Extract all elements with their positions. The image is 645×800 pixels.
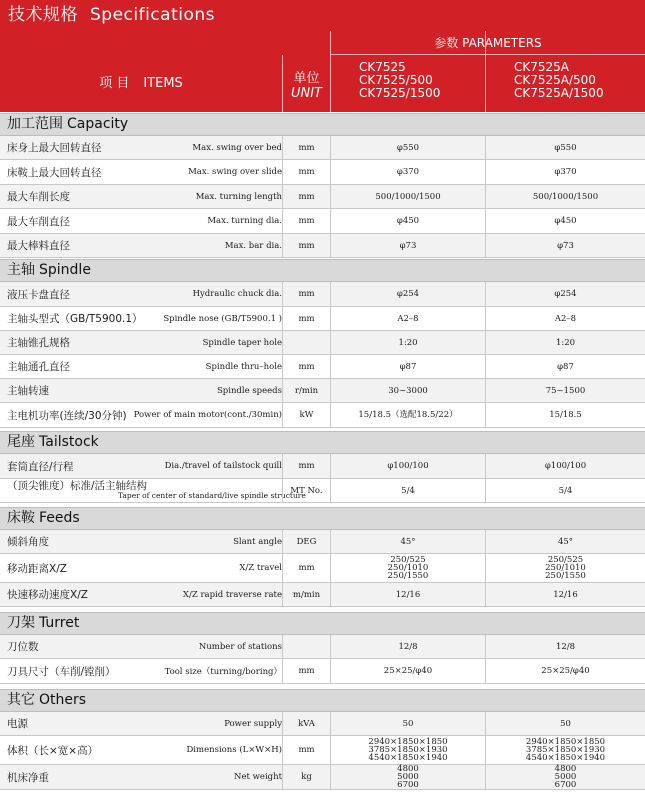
table-row — [0, 554, 645, 583]
item-name-en: X/Z travel — [239, 563, 282, 573]
model-name: CK7525A/500 — [514, 73, 596, 87]
cell-line: 250/1010 — [387, 563, 429, 573]
cell-line: φ450 — [396, 216, 420, 226]
cell-line: 5/4 — [558, 485, 573, 496]
unit-cell: mm — [282, 136, 330, 159]
cell-line: 15/18.5 — [549, 410, 582, 420]
cell-line: φ73 — [399, 240, 417, 251]
cell-line: 25×25/φ40 — [383, 666, 433, 676]
cell-line: 5/4 — [401, 485, 415, 496]
cell-line: 3785×1850×1930 — [368, 745, 448, 755]
unit-cell: mm — [282, 355, 330, 378]
table-row — [0, 530, 645, 554]
model-name: CK7525/500 — [359, 73, 433, 87]
table-row — [0, 765, 645, 790]
table-row — [0, 185, 645, 209]
cell-line: 4540×1850×1940 — [368, 753, 448, 763]
cell-line: φ87 — [399, 361, 417, 372]
value-cell-a — [330, 479, 485, 502]
cell-line: 12/8 — [555, 641, 576, 652]
value-cell-b — [485, 185, 645, 208]
table-row — [0, 712, 645, 736]
cell-line: 4800 — [397, 764, 419, 774]
value-cell-a — [330, 530, 485, 553]
section-header — [0, 259, 645, 282]
item-name-en: Max. swing over slide — [188, 167, 282, 177]
value-cell-b — [485, 379, 645, 402]
unit-header-en: UNIT — [290, 86, 322, 101]
item-name-cn: 快速移动速度X/Z — [7, 589, 88, 601]
item-name-cn: 最大车削长度 — [7, 191, 70, 203]
section-title-en: Feeds — [39, 510, 80, 526]
table-row — [0, 234, 645, 258]
item-name-en: X/Z rapid traverse rate — [182, 589, 282, 600]
cell-line: 50 — [560, 718, 571, 729]
section-title-cn: 其它 — [7, 692, 35, 708]
table-row — [0, 583, 645, 607]
cell-line: 25×25/φ40 — [541, 666, 590, 676]
unit-cell: mm — [282, 234, 330, 257]
unit-header-cn: 单位 — [293, 71, 320, 86]
value-cell-a — [330, 355, 485, 378]
item-name-cn: 套筒直径/行程 — [7, 460, 74, 473]
item-name-en: Net weight — [234, 772, 282, 782]
item-name-cn: 机床净重 — [7, 771, 49, 784]
item-name-cn: 主轴转速 — [7, 385, 49, 397]
unit-cell: DEG — [282, 530, 330, 553]
item-name-en: Max. turning length — [195, 191, 282, 202]
table-row — [0, 282, 645, 307]
value-cell-b — [485, 583, 645, 606]
cell-line: 3785×1850×1930 — [525, 745, 606, 755]
table-row — [0, 736, 645, 765]
value-cell-a — [330, 454, 485, 478]
title-en: Specifications — [90, 5, 216, 25]
cell-line: φ100/100 — [544, 461, 587, 471]
section-title-en: Spindle — [39, 262, 91, 278]
unit-cell: mm — [282, 307, 330, 330]
unit-cell: mm — [282, 185, 330, 208]
cell-line: 12/16 — [553, 589, 578, 600]
table-row — [0, 209, 645, 234]
model-column-b — [485, 31, 645, 112]
value-cell-a — [330, 282, 485, 306]
value-cell-a — [330, 209, 485, 233]
cell-line: 250/1010 — [545, 563, 586, 573]
model-name: CK7525A — [514, 60, 569, 74]
item-name-cn: （顶尖锥度）标准/活主轴结构 — [7, 480, 148, 492]
cell-line: 500/1000/1500 — [532, 191, 599, 202]
cell-line: φ100/100 — [387, 461, 429, 471]
cell-line: 6700 — [554, 780, 577, 790]
parameters-header: 参数 PARAMETERS — [330, 31, 645, 55]
item-name-en: Hydraulic chuck dia. — [192, 289, 282, 299]
value-cell-a — [330, 765, 485, 789]
section-title-cn: 床鞍 — [7, 510, 35, 526]
item-name-cn: 体积（长×宽×高） — [7, 744, 99, 757]
value-cell-a — [330, 160, 485, 184]
value-cell-a — [330, 379, 485, 402]
section-title-cn: 刀架 — [7, 615, 35, 631]
value-cell-a — [330, 659, 485, 683]
item-name-en: Spindle taper hole — [202, 337, 282, 348]
value-cell-b — [485, 454, 645, 478]
value-cell-a — [330, 583, 485, 606]
item-name-cn: 主轴头型式（GB/T5900.1） — [7, 313, 143, 325]
cell-line: 2940×1850×1850 — [368, 737, 448, 747]
table-row — [0, 307, 645, 331]
item-name-en: Spindle nose (GB/T5900.1 ) — [163, 313, 282, 324]
table-row — [0, 355, 645, 379]
table-row — [0, 160, 645, 185]
unit-cell: kg — [282, 765, 330, 789]
unit-cell: r/min — [282, 379, 330, 402]
value-cell-b — [485, 479, 645, 502]
value-cell-a — [330, 736, 485, 764]
cell-line: φ73 — [557, 240, 574, 251]
item-name-cn: 最大车削直径 — [7, 215, 70, 228]
cell-line: 45° — [557, 536, 574, 547]
value-cell-b — [485, 712, 645, 735]
table-row — [0, 479, 645, 503]
cell-line: φ254 — [396, 289, 420, 299]
cell-line: 12/8 — [398, 641, 418, 652]
unit-cell: mm — [282, 282, 330, 306]
table-header — [0, 31, 645, 112]
value-cell-a — [330, 307, 485, 330]
table-row — [0, 403, 645, 428]
section-header — [0, 612, 645, 635]
value-cell-a — [330, 712, 485, 735]
item-name-en: Power supply — [224, 718, 282, 729]
item-name-cn: 主电机功率(连续/30分钟) — [7, 409, 127, 422]
title-cn: 技术规格 — [8, 5, 78, 25]
item-name-en: Taper of center of standard/live spindle structure — [118, 491, 306, 500]
item-name-en: Spindle thru–hole — [205, 361, 282, 372]
model-column-a — [330, 31, 485, 112]
section-title-en: Tailstock — [39, 434, 99, 450]
value-cell-b — [485, 234, 645, 257]
table-row — [0, 379, 645, 403]
section-title-cn: 主轴 — [7, 262, 35, 278]
item-name-cn: 最大棒料直径 — [7, 240, 70, 252]
items-header — [0, 55, 282, 112]
section-header — [0, 689, 645, 712]
value-cell-b — [485, 736, 645, 764]
section-title-cn: 尾座 — [7, 434, 35, 450]
value-cell-b — [485, 282, 645, 306]
cell-line: φ550 — [554, 142, 577, 153]
unit-cell: mm — [282, 160, 330, 184]
cell-line: φ370 — [396, 167, 420, 177]
cell-line: φ87 — [557, 361, 574, 372]
item-name-en: Max. turning dia. — [207, 216, 282, 226]
value-cell-b — [485, 765, 645, 789]
cell-line: 4800 — [554, 764, 577, 774]
cell-line: 250/525 — [390, 555, 426, 565]
value-cell-a — [330, 234, 485, 257]
value-cell-b — [485, 530, 645, 553]
cell-line: φ254 — [554, 289, 577, 299]
unit-cell: MT No. — [282, 479, 330, 502]
item-name-en: Number of stations — [198, 641, 282, 652]
section-title-en: Turret — [39, 615, 80, 631]
value-cell-a — [330, 136, 485, 159]
cell-line: 500/1000/1500 — [375, 191, 441, 202]
item-name-cn: 移动距离X/Z — [7, 562, 67, 575]
item-name-cn: 刀具尺寸（车削/镗削） — [7, 665, 116, 678]
cell-line: 5000 — [554, 772, 577, 782]
item-name-cn: 床鞍上最大回转直径 — [7, 166, 102, 179]
cell-line: A2–8 — [397, 313, 419, 324]
section-header — [0, 507, 645, 530]
value-cell-b — [485, 659, 645, 683]
unit-header — [282, 55, 330, 112]
unit-cell: m/min — [282, 583, 330, 606]
cell-line: φ450 — [554, 216, 577, 226]
value-cell-a — [330, 635, 485, 658]
unit-cell — [282, 635, 330, 658]
section-title-en: Capacity — [67, 116, 129, 132]
unit-cell: mm — [282, 209, 330, 233]
item-name-en: Spindle speeds — [216, 385, 282, 396]
unit-cell: kW — [282, 403, 330, 427]
value-cell-b — [485, 307, 645, 330]
item-name-en: Dimensions (L×W×H) — [186, 745, 282, 755]
item-name-cn: 刀位数 — [7, 641, 39, 653]
unit-cell — [282, 331, 330, 354]
cell-line: 1:20 — [398, 337, 418, 348]
model-name: CK7525 — [359, 60, 406, 74]
item-name-en: Power of main motor(cont./30min) — [133, 410, 282, 420]
cell-line: 4540×1850×1940 — [525, 753, 606, 763]
unit-cell: mm — [282, 736, 330, 764]
cell-line: 15/18.5（选配18.5/22） — [358, 410, 458, 420]
item-name-cn: 液压卡盘直径 — [7, 288, 70, 301]
items-header-en: ITEMS — [143, 76, 183, 91]
value-cell-a — [330, 403, 485, 427]
value-cell-b — [485, 554, 645, 582]
cell-line: 6700 — [397, 780, 419, 790]
value-cell-b — [485, 160, 645, 184]
cell-line: 5000 — [397, 772, 419, 782]
cell-line: 1:20 — [555, 337, 576, 348]
section-header — [0, 431, 645, 454]
item-name-en: Max. bar dia. — [224, 240, 282, 251]
cell-line: 250/1550 — [545, 571, 586, 581]
cell-line: 45° — [400, 536, 416, 547]
value-cell-b — [485, 355, 645, 378]
cell-line: 250/525 — [547, 555, 584, 565]
cell-line: A2–8 — [554, 313, 577, 324]
table-row — [0, 331, 645, 355]
cell-line: 50 — [402, 718, 414, 729]
table-row — [0, 659, 645, 684]
table-row — [0, 635, 645, 659]
value-cell-b — [485, 209, 645, 233]
section-header — [0, 113, 645, 136]
item-name-cn: 床身上最大回转直径 — [7, 142, 102, 154]
item-name-en: Max. swing over bed — [192, 142, 282, 153]
title-bar — [0, 0, 645, 31]
value-cell-a — [330, 331, 485, 354]
cell-line: 30~3000 — [388, 385, 428, 396]
cell-line: 75~1500 — [545, 385, 586, 396]
cell-line: 12/16 — [395, 589, 421, 600]
item-name-en: Dia./travel of tailstock quill — [164, 461, 282, 471]
item-name-cn: 主轴通孔直径 — [7, 361, 70, 373]
value-cell-b — [485, 635, 645, 658]
unit-cell: mm — [282, 659, 330, 683]
item-name-cn: 倾斜角度 — [7, 536, 49, 548]
item-name-en: Slant angle — [233, 536, 282, 547]
item-name-cn: 主轴锥孔规格 — [7, 337, 70, 349]
cell-line: 250/1550 — [387, 571, 429, 581]
model-name: CK7525A/1500 — [514, 86, 604, 100]
value-cell-b — [485, 331, 645, 354]
model-name: CK7525/1500 — [359, 86, 441, 100]
section-title-cn: 加工范围 — [7, 116, 63, 132]
value-cell-b — [485, 403, 645, 427]
value-cell-b — [485, 136, 645, 159]
value-cell-a — [330, 554, 485, 582]
value-cell-a — [330, 185, 485, 208]
unit-cell: kVA — [282, 712, 330, 735]
cell-line: φ550 — [396, 142, 420, 153]
cell-line: 2940×1850×1850 — [525, 737, 606, 747]
items-header-cn: 项 目 — [99, 76, 130, 91]
section-title-en: Others — [39, 692, 87, 708]
item-name-en: Tool size（turning/boring） — [164, 667, 282, 677]
unit-cell: mm — [282, 554, 330, 582]
item-name-cn: 电源 — [7, 718, 28, 730]
table-row — [0, 136, 645, 160]
cell-line: φ370 — [554, 167, 577, 177]
unit-cell: mm — [282, 454, 330, 478]
